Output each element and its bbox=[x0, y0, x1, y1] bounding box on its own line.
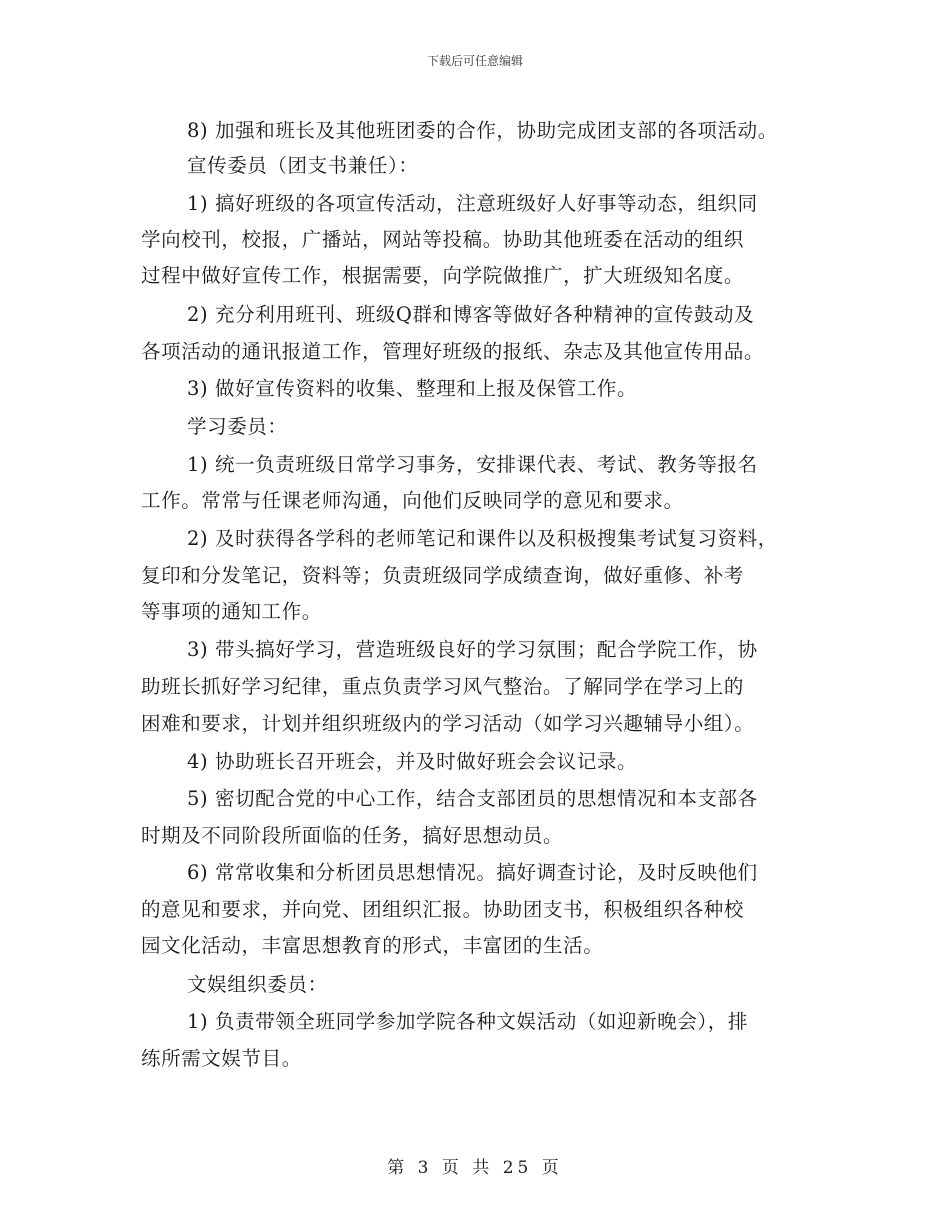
body-line: 4) 协助班长召开班会，并及时做好班会会议记录。 bbox=[187, 750, 638, 773]
body-line: 过程中做好宣传工作，根据需要，向学院做推广，扩大班级知名度。 bbox=[141, 264, 745, 287]
body-line: 1) 搞好班级的各项宣传活动，注意班级好人好事等动态，组织同 bbox=[187, 192, 758, 215]
body-line: 园文化活动，丰富思想教育的形式，丰富团的生活。 bbox=[141, 934, 604, 957]
body-line: 的意见和要求，并向党、团组织汇报。协助团支书，积极组织各种校 bbox=[141, 898, 745, 921]
body-line: 等事项的通知工作。 bbox=[141, 600, 322, 623]
body-line: 2) 及时获得各学科的老师笔记和课件以及积极搜集考试复习资料， bbox=[187, 527, 778, 550]
body-line: 1) 负责带领全班同学参加学院各种文娱活动（如迎新晚会），排 bbox=[187, 1010, 748, 1033]
page-header: 下载后可任意编辑 bbox=[426, 54, 523, 68]
body-line: 助班长抓好学习纪律，重点负责学习风气整治。了解同学在学习上的 bbox=[141, 675, 745, 698]
page-number: 第 3 页 共 25 页 bbox=[387, 1158, 563, 1178]
body-line: 3) 做好宣传资料的收集、整理和上报及保管工作。 bbox=[187, 377, 638, 400]
body-line: 时期及不同阶段所面临的任务，搞好思想动员。 bbox=[141, 824, 564, 847]
body-line: 工作。常常与任课老师沟通，向他们反映同学的意见和要求。 bbox=[141, 489, 684, 512]
body-line: 困难和要求，计划并组织班级内的学习活动（如学习兴趣辅导小组）。 bbox=[141, 712, 755, 735]
section-heading-entertainment: 文娱组织委员： bbox=[187, 973, 328, 996]
body-line: 3) 带头搞好学习，营造班级良好的学习氛围；配合学院工作，协 bbox=[187, 638, 758, 661]
body-line: 复印和分发笔记，资料等；负责班级同学成绩查询，做好重修、补考 bbox=[141, 564, 745, 587]
body-line: 6) 常常收集和分析团员思想情况。搞好调查讨论，及时反映他们 bbox=[187, 861, 758, 884]
body-line: 5) 密切配合党的中心工作，结合支部团员的思想情况和本支部各 bbox=[187, 787, 758, 810]
body-line: 1) 统一负责班级日常学习事务，安排课代表、考试、教务等报名 bbox=[187, 453, 758, 476]
section-heading-study: 学习委员： bbox=[187, 415, 288, 438]
body-line: 练所需文娱节目。 bbox=[141, 1047, 302, 1070]
body-line: 学向校刊，校报，广播站，网站等投稿。协助其他班委在活动的组织 bbox=[141, 228, 745, 251]
body-line: 各项活动的通讯报道工作，管理好班级的报纸、杂志及其他宣传用品。 bbox=[141, 340, 765, 363]
body-line: 8) 加强和班长及其他班团委的合作，协助完成团支部的各项活动。 bbox=[187, 119, 778, 142]
body-line: 2) 充分利用班刊、班级Q群和博客等做好各种精神的宣传鼓动及 bbox=[187, 303, 755, 326]
section-heading-publicity: 宣传委员（团支书兼任）： bbox=[187, 154, 419, 177]
